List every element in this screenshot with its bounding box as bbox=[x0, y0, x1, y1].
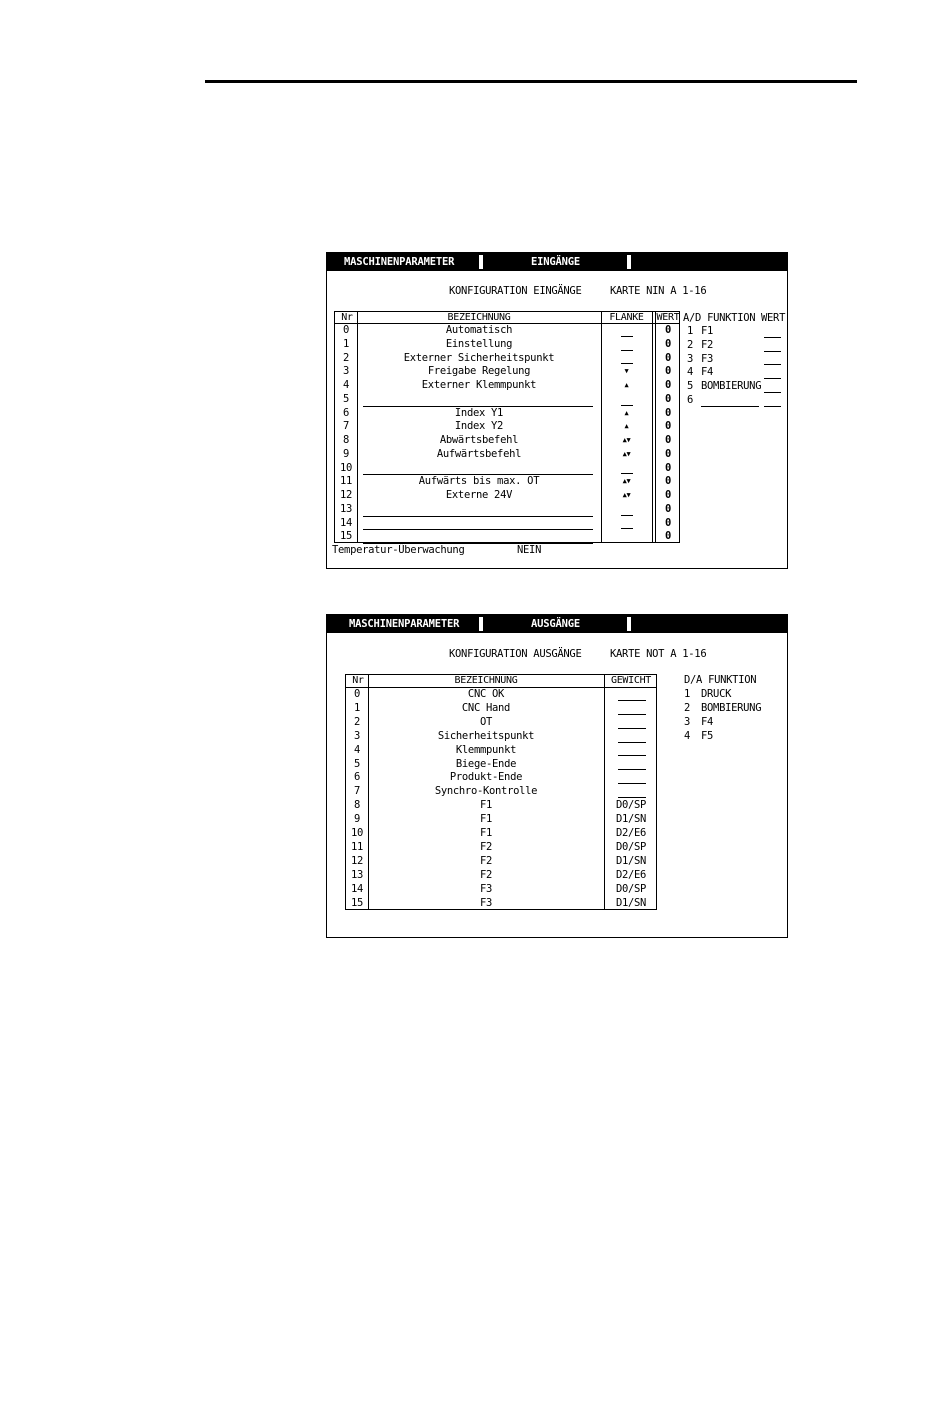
row-wert: 0 bbox=[664, 516, 672, 529]
row-flanke-empty[interactable] bbox=[621, 363, 633, 364]
table-row[interactable] bbox=[346, 855, 658, 869]
table-row[interactable] bbox=[346, 744, 658, 758]
row-nr: 1 bbox=[353, 701, 361, 714]
row-bezeichnung: Externe 24V bbox=[445, 489, 513, 501]
header-bezeichnung: BEZEICHNUNG bbox=[447, 312, 511, 323]
row-bezeichnung: CNC OK bbox=[467, 688, 505, 700]
header-flanke: FLANKE bbox=[609, 312, 644, 323]
row-flanke[interactable]: ▲▼ bbox=[622, 477, 631, 486]
row-bezeichnung: F3 bbox=[479, 882, 493, 895]
ad-function-item[interactable] bbox=[687, 353, 787, 367]
row-gewicht-empty[interactable] bbox=[618, 728, 646, 729]
row-nr: 12 bbox=[339, 489, 353, 501]
ad-nr: 1 bbox=[687, 325, 694, 337]
table-row[interactable] bbox=[335, 407, 681, 421]
header-gewicht: GEWICHT bbox=[610, 675, 652, 686]
row-flanke[interactable]: ▼ bbox=[624, 367, 629, 376]
row-gewicht-empty[interactable] bbox=[618, 714, 646, 715]
table-row[interactable] bbox=[335, 475, 681, 489]
table-row[interactable] bbox=[346, 799, 658, 813]
row-flanke[interactable]: ▲ bbox=[624, 381, 629, 389]
row-bezeichnung: OT bbox=[479, 715, 493, 728]
row-bezeichnung: F1 bbox=[479, 813, 493, 826]
ad-funktion: F1 bbox=[701, 325, 714, 337]
header-nr: Nr bbox=[341, 312, 353, 323]
row-flanke[interactable]: ▲▼ bbox=[622, 491, 631, 499]
row-nr: 13 bbox=[339, 502, 353, 515]
row-flanke-empty[interactable] bbox=[621, 473, 633, 474]
title-bar bbox=[327, 253, 787, 271]
row-bezeichnung: F2 bbox=[479, 840, 493, 853]
row-bezeichnung: Automatisch bbox=[445, 324, 513, 336]
row-gewicht[interactable]: D0/SP bbox=[615, 840, 647, 853]
row-nr: 3 bbox=[342, 365, 350, 378]
row-gewicht[interactable]: D1/SN bbox=[615, 813, 647, 826]
ad-funktion-header: A/D FUNKTION bbox=[683, 312, 756, 324]
row-bezeichnung: Aufwärtsbefehl bbox=[436, 447, 522, 460]
table-row[interactable] bbox=[346, 869, 658, 883]
row-nr: 5 bbox=[353, 757, 361, 770]
ad-wert-header: WERT bbox=[761, 312, 786, 324]
row-wert: 0 bbox=[664, 379, 672, 391]
row-nr: 15 bbox=[339, 530, 353, 543]
row-bezeichnung: Synchro-Kontrolle bbox=[434, 785, 538, 798]
row-gewicht[interactable]: D1/SN bbox=[615, 854, 647, 867]
table-row[interactable] bbox=[346, 785, 658, 799]
row-nr: 15 bbox=[350, 896, 364, 909]
table-row[interactable] bbox=[335, 365, 681, 379]
table-row[interactable] bbox=[346, 758, 658, 772]
row-gewicht[interactable]: D1/SN bbox=[615, 896, 647, 909]
row-bezeichnung: Externer Sicherheitspunkt bbox=[403, 351, 555, 364]
row-nr: 6 bbox=[342, 406, 350, 419]
row-wert: 0 bbox=[664, 530, 672, 543]
row-nr: 13 bbox=[350, 868, 364, 881]
row-bezeichnung: Abwärtsbefehl bbox=[439, 434, 519, 446]
row-gewicht[interactable]: D2/E6 bbox=[615, 868, 647, 881]
row-nr: 11 bbox=[350, 840, 364, 853]
ad-function-item[interactable] bbox=[687, 394, 787, 408]
da-funktion: DRUCK bbox=[701, 688, 732, 700]
row-bezeichnung: F2 bbox=[479, 854, 493, 867]
row-flanke[interactable]: ▲▼ bbox=[622, 436, 631, 444]
table-row[interactable] bbox=[346, 730, 658, 744]
da-nr: 2 bbox=[684, 701, 691, 714]
row-wert: 0 bbox=[664, 324, 672, 336]
ad-funktion-empty[interactable] bbox=[701, 406, 759, 407]
row-flanke-empty[interactable] bbox=[621, 336, 633, 337]
ad-wert-field[interactable] bbox=[764, 392, 781, 393]
row-nr: 8 bbox=[353, 799, 361, 812]
row-wert: 0 bbox=[664, 420, 672, 433]
row-nr: 7 bbox=[353, 785, 361, 798]
row-gewicht-empty[interactable] bbox=[618, 700, 646, 701]
row-nr: 8 bbox=[342, 434, 350, 446]
row-flanke-empty[interactable] bbox=[621, 542, 633, 543]
title-bar bbox=[327, 615, 787, 633]
da-funktion: F4 bbox=[701, 715, 714, 728]
row-nr: 4 bbox=[342, 379, 350, 391]
row-nr: 7 bbox=[342, 420, 350, 433]
da-funktion-header: D/A FUNKTION bbox=[684, 674, 757, 686]
title-separator bbox=[627, 617, 631, 631]
row-flanke-empty[interactable] bbox=[621, 350, 633, 351]
row-bezeichnung: F2 bbox=[479, 868, 493, 881]
title-ausgaenge: AUSGÄNGE bbox=[531, 618, 580, 630]
table-row[interactable] bbox=[346, 771, 658, 785]
row-wert: 0 bbox=[664, 337, 672, 350]
row-wert: 0 bbox=[664, 461, 672, 474]
table-row[interactable] bbox=[335, 420, 681, 434]
ad-wert-field[interactable] bbox=[764, 364, 781, 365]
karte-label: KARTE NOT A 1-16 bbox=[610, 648, 707, 660]
da-nr: 1 bbox=[684, 688, 691, 700]
ad-funktion: F4 bbox=[701, 366, 714, 379]
header-bezeichnung: BEZEICHNUNG bbox=[454, 675, 518, 686]
ad-wert-field[interactable] bbox=[764, 337, 781, 338]
ad-nr: 5 bbox=[687, 380, 694, 392]
title-separator bbox=[627, 255, 631, 269]
row-nr: 3 bbox=[353, 729, 361, 742]
table-row[interactable] bbox=[335, 448, 681, 462]
row-nr: 12 bbox=[350, 854, 364, 867]
ausgaenge-screen bbox=[326, 614, 788, 938]
row-gewicht[interactable]: D0/SP bbox=[615, 882, 647, 895]
ad-nr: 6 bbox=[687, 393, 694, 406]
config-title: KONFIGURATION EINGÄNGE bbox=[449, 285, 582, 297]
row-flanke-empty[interactable] bbox=[621, 515, 633, 516]
ad-funktion: F3 bbox=[701, 352, 714, 365]
karte-label: KARTE NIN A 1-16 bbox=[610, 285, 707, 297]
outputs-table bbox=[345, 674, 657, 910]
ad-nr: 3 bbox=[687, 352, 694, 365]
da-function-item[interactable] bbox=[684, 702, 784, 716]
ad-function-item[interactable] bbox=[687, 380, 787, 394]
row-bezeichnung: CNC Hand bbox=[461, 701, 511, 714]
row-gewicht-empty[interactable] bbox=[618, 755, 646, 756]
row-nr: 14 bbox=[350, 882, 364, 895]
table-row[interactable] bbox=[335, 517, 681, 531]
row-bezeichnung: Index Y1 bbox=[454, 406, 504, 419]
row-gewicht[interactable]: D2/E6 bbox=[615, 827, 647, 839]
row-bezeichnung: Produkt-Ende bbox=[449, 771, 523, 784]
row-flanke-empty[interactable] bbox=[621, 528, 633, 529]
da-nr: 4 bbox=[684, 729, 691, 742]
da-function-item[interactable] bbox=[684, 730, 784, 744]
table-row[interactable] bbox=[335, 379, 681, 393]
table-row[interactable] bbox=[346, 841, 658, 855]
table-row[interactable] bbox=[346, 702, 658, 716]
table-row[interactable] bbox=[335, 489, 681, 503]
row-bezeichnung: F1 bbox=[479, 799, 493, 812]
row-wert: 0 bbox=[664, 447, 672, 460]
row-nr: 0 bbox=[353, 688, 361, 700]
row-bezeichnung: Aufwärts bis max. OT bbox=[418, 475, 540, 488]
header-nr: Nr bbox=[352, 675, 364, 686]
table-row[interactable] bbox=[346, 716, 658, 730]
ad-nr: 2 bbox=[687, 338, 694, 351]
table-row[interactable] bbox=[335, 393, 681, 407]
row-bezeichnung: Freigabe Regelung bbox=[427, 365, 531, 378]
title-maschinenparameter: MASCHINENPARAMETER bbox=[344, 256, 455, 268]
ad-function-item[interactable] bbox=[687, 366, 787, 380]
table-row[interactable] bbox=[335, 530, 681, 544]
config-title: KONFIGURATION AUSGÄNGE bbox=[449, 648, 582, 660]
page-header-rule bbox=[205, 80, 857, 83]
row-nr: 11 bbox=[339, 475, 353, 488]
title-separator bbox=[479, 617, 483, 631]
row-flanke[interactable]: ▲▼ bbox=[622, 449, 631, 458]
row-gewicht-empty[interactable] bbox=[618, 797, 646, 798]
row-nr: 2 bbox=[342, 351, 350, 364]
row-nr: 4 bbox=[353, 743, 361, 756]
ad-wert-field[interactable] bbox=[764, 351, 781, 352]
table-row[interactable] bbox=[346, 688, 658, 702]
temperatur-label: Temperatur-Überwachung bbox=[332, 544, 465, 556]
title-separator bbox=[479, 255, 483, 269]
title-eingaenge: EINGÄNGE bbox=[531, 256, 580, 268]
row-nr: 6 bbox=[353, 771, 361, 784]
ad-function-item[interactable] bbox=[687, 325, 787, 339]
row-nr: 9 bbox=[342, 447, 350, 460]
row-gewicht[interactable]: D0/SP bbox=[615, 799, 647, 812]
row-nr: 0 bbox=[342, 324, 350, 336]
row-gewicht-empty[interactable] bbox=[618, 742, 646, 743]
eingaenge-screen bbox=[326, 252, 788, 569]
row-wert: 0 bbox=[664, 489, 672, 501]
da-function-item[interactable] bbox=[684, 688, 784, 702]
ad-function-item[interactable] bbox=[687, 339, 787, 353]
table-row[interactable] bbox=[335, 324, 681, 338]
row-flanke-empty[interactable] bbox=[621, 405, 633, 406]
row-wert: 0 bbox=[664, 406, 672, 419]
row-bezeichnung: Sicherheitspunkt bbox=[437, 729, 535, 742]
table-row[interactable] bbox=[335, 503, 681, 517]
da-function-item[interactable] bbox=[684, 716, 784, 730]
row-nr: 2 bbox=[353, 715, 361, 728]
ad-wert-field[interactable] bbox=[764, 406, 781, 407]
row-nr: 1 bbox=[342, 337, 350, 350]
ad-wert-field[interactable] bbox=[764, 378, 781, 379]
da-funktion: BOMBIERUNG bbox=[701, 701, 762, 714]
row-bezeichnung: Klemmpunkt bbox=[455, 743, 517, 756]
inputs-table bbox=[334, 311, 680, 543]
ad-funktion: F2 bbox=[701, 338, 714, 351]
table-row[interactable] bbox=[335, 352, 681, 366]
row-wert: 0 bbox=[664, 502, 672, 515]
row-wert: 0 bbox=[664, 475, 672, 488]
table-row[interactable] bbox=[346, 897, 658, 911]
ad-nr: 4 bbox=[687, 366, 694, 379]
da-nr: 3 bbox=[684, 715, 691, 728]
table-row[interactable] bbox=[346, 813, 658, 827]
table-row[interactable] bbox=[335, 338, 681, 352]
row-nr: 9 bbox=[353, 813, 361, 826]
row-flanke[interactable]: ▲ bbox=[624, 422, 629, 431]
row-nr: 10 bbox=[339, 461, 353, 474]
row-wert: 0 bbox=[664, 365, 672, 378]
header-wert: WERT bbox=[656, 312, 680, 323]
row-bezeichnung: Externer Klemmpunkt bbox=[421, 379, 537, 391]
table-row[interactable] bbox=[335, 462, 681, 476]
row-bezeichnung: F1 bbox=[479, 827, 493, 839]
table-row[interactable] bbox=[335, 434, 681, 448]
row-nr: 5 bbox=[342, 392, 350, 405]
row-wert: 0 bbox=[664, 351, 672, 364]
table-row[interactable] bbox=[346, 883, 658, 897]
da-funktion: F5 bbox=[701, 729, 714, 742]
row-wert: 0 bbox=[664, 434, 672, 446]
table-row[interactable] bbox=[346, 827, 658, 841]
row-wert: 0 bbox=[664, 392, 672, 405]
row-nr: 10 bbox=[350, 827, 364, 839]
row-bezeichnung: F3 bbox=[479, 896, 493, 909]
row-gewicht-empty[interactable] bbox=[618, 783, 646, 784]
row-gewicht-empty[interactable] bbox=[618, 769, 646, 770]
row-flanke[interactable]: ▲ bbox=[624, 408, 629, 417]
ad-funktion: BOMBIERUNG bbox=[701, 380, 762, 392]
row-bezeichnung: Biege-Ende bbox=[455, 757, 517, 770]
title-maschinenparameter: MASCHINENPARAMETER bbox=[349, 618, 460, 630]
row-bezeichnung: Index Y2 bbox=[454, 420, 504, 433]
temperatur-value[interactable]: NEIN bbox=[517, 544, 542, 556]
row-nr: 14 bbox=[339, 516, 353, 529]
row-bezeichnung: Einstellung bbox=[445, 337, 513, 350]
